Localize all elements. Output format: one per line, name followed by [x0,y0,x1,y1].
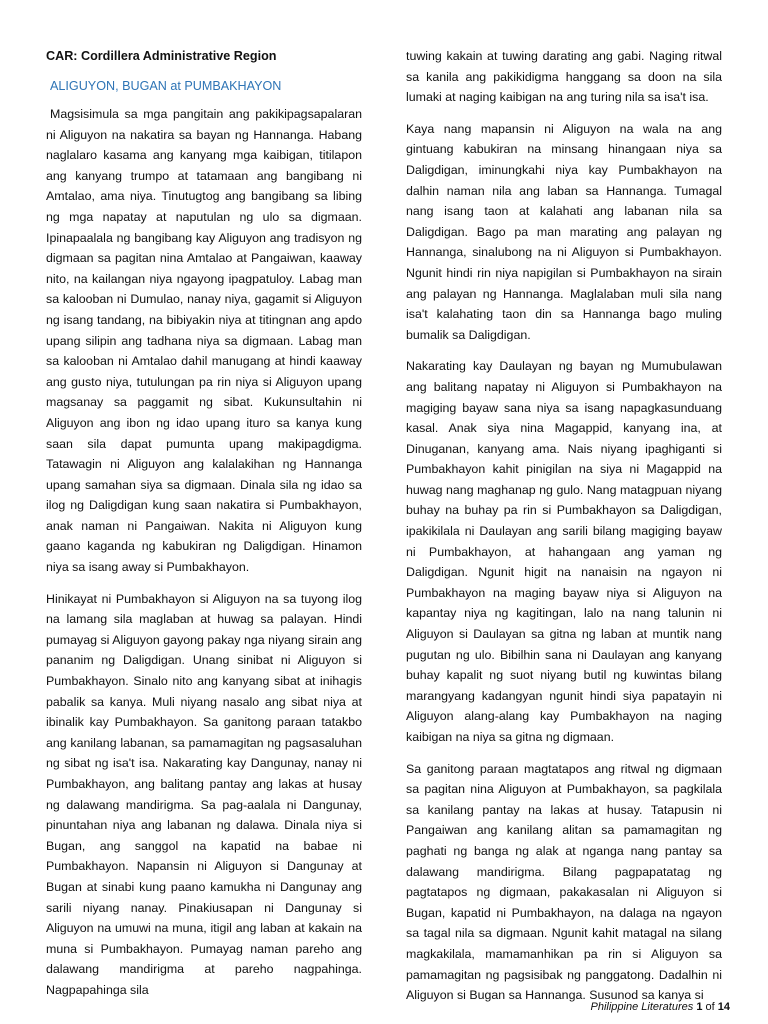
left-column [46,46,362,1012]
paragraph-2: Hinikayat ni Pumbakhayon si Aliguyon na sa tuyong ilog na lamang sila maglaban at huwag sa palayan. Hindi pumayag si Aliguyon gayong pakay nga niyang sirain ang pananim ng Daligdigan. Unang sinibat ni Aliguyon si Pumbakhayon. Sinalo nito ang kanyang sibat at inihagis pabalik sa kanya. Muli niyang nasalo ang sibat niya at ibinalik kay Pumbakhayon. Sa ganitong paraan tatakbo ang kanilang labanan, sa pamamagitan ng pagsasaluhan ng sibat ng isa't isa. Nakarating kay Dangunay, nanay ni Pumbakhayon, ang balitang pantay ang lakas at husay ng dalawang mandirigma. Sa pag-aalala ni Dangunay, pinuntahan niya ang labanan ng dalawa. Dinala niya si Bugan, ang sanggol na kapatid na babae ni Pumbakhayon. Napansin ni Aliguyon si Dangunay at Bugan at sinabi kung paano kamukha ni Dangunay ang sarili niyang nanay. Pinakiusapan ni Dangunay si Aliguyon na umuwi na muna, itigil ang laban at kakain na muna si Pumbakhayon. Pumayag naman pareho ang dalawang mandirigma at pareho nagpahinga. Nagpapahinga sila [46,591,362,997]
footer-total-pages: 14 [717,1001,730,1013]
page-footer [560,1000,730,1014]
paragraph-3: tuwing kakain at tuwing darating ang gabi. Naging ritwal sa kanila ang pakikidigma hanggang sa doon na sila lumaki at naging kaibigan na ang turing nila sa isa't isa. [406,49,722,105]
paragraph-5: Nakarating kay Daulayan ng bayan ng Mumubulawan ang balitang napatay ni Aliguyon si Pumbakhayon na magiging bayaw sana niya sa isang napagkasunduang kasal. Anak siya nina Magappid, kanyang ina, at Dinuganan, kanyang ama. Nais niyang ipaghiganti si Pumbakhayon kahit pinigilan na siya ni Magappid na huwag nang maghanap ng gulo. Nang matagpuan niyang buhay na buhay pa rin si Pumbakhayon sa Daligdigan, ipakikilala ni Daulayan ang sarili bilang magiging bayaw ni Pumbakhayon, at hahangaan ang yaman ng Daligdigan. Ngunit higit na nanaisin na ngayon ni Pumbakhayon na maging bayaw niya si Aliguyon na kapantay niya ng kagitingan, lalo na nang talunin ni Aliguyon si Daulayan sa gitna ng laban at muntik nang pugutan ng ulo. Bibilhin sana ni Daulayan ang kanyang buhay kapalit ng suot niyang butil ng kuwintas bilang marangyang kadangyan ngunit hindi siya papatayin ni Aliguyon alang-alang kay Pumbakhayon na naging kaibigan na niya sa gitna ng digmaan. [406,359,722,744]
paragraph-1: Magsisimula sa mga pangitain ang pakikipagsapalaran ni Aliguyon na nakatira sa bayan ng Hannanga. Habang naglalaro kasama ang kanyang mga kaibigan, titilapon ang kanyang trumpo at tatamaan ang bangibang ni Amtalao, ama niya. Tinutugtog ang bangibang sa libing ng mga napatay at naputulan ng ulo sa digmaan. Ipinapaalala ng bangibang kay Aliguyon ang tradisyon ng digmaan sa pagitan nina Amtalao at Pangaiwan, kaaway nito, na kailangan niya ngayong ipagpatuloy. Labag man sa kalooban ni Dumulao, nanay niya, gagamit si Aliguyon ng isang tandang, na bibiyakin niya at titingnan ang apdo upang silipin ang tadhana niya sa digmaan. Labag man sa kalooban ni Amtalao dahil manugang at hindi kaaway ang gusto niya, tutulungan pa rin niya si Aliguyon upang magsanay sa paggamit ng sibat. Kukunsultahin ni Aliguyon ang ibon ng idao upang ituro sa kanya kung saan sila dapat pumunta upang makipagdigma. Tatawagin ni Aliguyon ang kalalakihan ng Hannanga upang samahan siya sa digmaan. Dinala sila ng idao sa ilog ng Daligdigan kung saan nakatira si Pumbakhayon, anak naman ni Pangaiwan. Nakita ni Aliguyon kung gaano kaganda ng kabukiran ng Daligdigan. Hinamon niya sa isang away si Pumbakhayon. [46,107,362,575]
story-title: ALIGUYON, BUGAN at PUMBAKHAYON [50,79,282,93]
right-column [406,46,722,1017]
paragraph-4: Kaya nang mapansin ni Aliguyon na wala na ang gintuang kabukiran na minsang hinangaan niya sa Daligdigan, iminungkahi niya kay Pumbakhayon na dalhin naman nila ang laban sa Hannanga. Tumagal nang isang taon at kalahati ang labanan nila sa Daligdigan. Bago pa man marating ang palayan ng Hannanga, sinalubong na ni Aliguyon si Pumbakhayon. Ngunit hindi rin niya napigilan si Pumbakhayon na sirain ang palayan ng Hannanga. Maglalaban muli sila nang isa't kalahating taon din sa Hannanga bago muling bumalik sa Daligdigan. [406,121,722,342]
paragraph-6: Sa ganitong paraan magtatapos ang ritwal ng digmaan sa pagitan nina Aliguyon at Pumbakhayon, sa pagkilala sa kanilang pantay na lakas at husay. Tatapusin ni Pangaiwan ang kanilang alitan sa pamamagitan ng paghati ng banga ng alak at nganga nang pantay sa dalawang mandirigma. Bilang pagpapatatag ng pagtatapos ng digmaan, pakakasalan ni Aliguyon si Bugan, kapatid ni Pumbakhayon, na dalaga na ngayon sa tagal nila sa digmaan. Ngunit kahit matagal na silang magkakilala, mamamanhikan pa rin si Aliguyon sa pamamagitan ng pagsisibak ng panggatong. Dadalhin ni Aliguyon si Bugan sa Hannanga. Susunod sa kanya si [406,761,722,1003]
footer-of: of [705,1001,715,1013]
footer-label: Philippine Literatures [590,1001,694,1013]
region-heading: CAR: Cordillera Administrative Region [46,49,277,63]
footer-page-number: 1 [696,1001,703,1013]
